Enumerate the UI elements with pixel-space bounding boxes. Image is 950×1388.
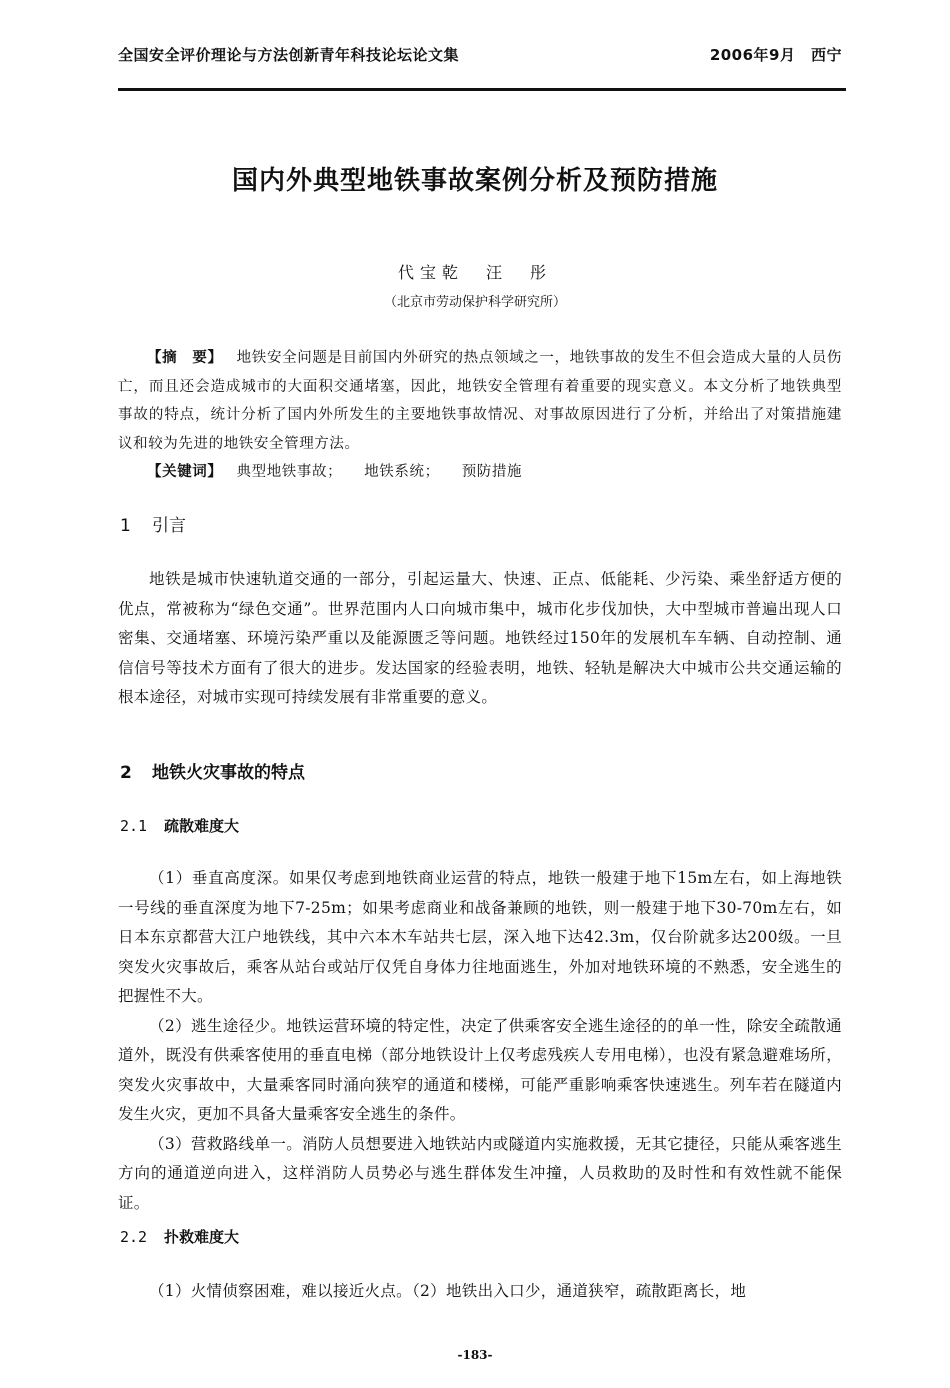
abstract (118, 344, 842, 458)
section-1-body (118, 565, 842, 713)
paragraph: （3）营救路线单一。消防人员想要进入地铁站内或隧道内实施救援，无其它捷径，只能从乘客逃生方向的通道逆向进入，这样消防人员势必与逃生群体发生冲撞，人员救助的及时性和有效性就不能保证。 (118, 1134, 842, 1212)
keywords (118, 458, 842, 487)
page-number: -183- (457, 1348, 493, 1362)
paragraph: （1）火情侦察困难，难以接近火点。（2）地铁出入口少，通道狭窄，疏散距离长，地 (149, 1282, 747, 1300)
section-heading-1 (120, 511, 186, 536)
paragraph: 地铁是城市快速轨道交通的一部分，引起运量大、快速、正点、低能耗、少污染、乘坐舒适方便的优点，常被称为“绿色交通”。世界范围内人口向城市集中，城市化步伐加快，大中型城市普遍出现人口密集、交通堵塞、环境污染严重以及能源匮乏等问题。地铁经过150年的发展机车车辆、自动控制、通信信号等技术方面有了很大的进步。发达国家的经验表明，地铁、轻轨是解决大中城市公共交通运输的根本途径，对城市实现可持续发展有非常重要的意义。 (118, 570, 842, 706)
keyword: 地铁系统； (364, 464, 440, 480)
subsection-number: 2.1 (120, 817, 148, 835)
proceedings-title: 全国安全评价理论与方法创新青年科技论坛论文集 (118, 46, 460, 64)
paragraph: （2）逃生途径少。地铁运营环境的特定性，决定了供乘客安全逃生途径的的单一性，除安全疏散通道外，既没有供乘客使用的垂直电梯（部分地铁设计上仅考虑残疾人专用电梯），也没有紧急避难场所，突发火灾事故中，大量乘客同时涌向狭窄的通道和楼梯，可能严重影响乘客快速逃生。列车若在隧道内发生火灾，更加不具备大量乘客安全逃生的条件。 (118, 1016, 842, 1123)
date-place: 2006年9月 西宁 (709, 46, 842, 64)
paper-title: 国内外典型地铁事故案例分析及预防措施 (231, 166, 718, 196)
abstract-text: 地铁安全问题是目前国内外研究的热点领域之一，地铁事故的发生不但会造成大量的人员伤亡，而且还会造成城市的大面积交通堵塞，因此，地铁安全管理有着重要的现实意义。本文分析了地铁典型事故的特点，统计分析了国内外所发生的主要地铁事故情况、对事故原因进行了分析，并给出了对策措施建议和较为先进的地铁安全管理方法。 (118, 350, 842, 452)
running-header (118, 44, 842, 65)
subsection-heading-2-2 (120, 1226, 239, 1247)
section-2-1-body (118, 864, 842, 1218)
abstract-block (118, 344, 842, 487)
affiliation: （北京市劳动保护科学研究所） (383, 295, 566, 310)
section-2-2-body (118, 1277, 842, 1307)
section-number: 1 (120, 516, 131, 536)
header-rule (118, 88, 846, 91)
section-number: 2 (120, 763, 132, 783)
section-title: 地铁火灾事故的特点 (152, 763, 305, 783)
authors: 代宝乾 汪 彤 (397, 263, 552, 282)
subsection-title: 疏散难度大 (164, 817, 240, 835)
keywords-label: 【关键词】 (147, 464, 223, 480)
section-heading-2 (120, 758, 305, 783)
paragraph: （1）垂直高度深。如果仅考虑到地铁商业运营的特点，地铁一般建于地下15m左右，如上海地铁一号线的垂直深度为地下7-25m；如果考虑商业和战备兼顾的地铁，则一般建于地下30-70m左右，如日本东京都营大江户地铁线，其中六本木车站共七层，深入地下达42.3m，仅台阶就多达200级。一旦突发火灾事故后，乘客从站台或站厅仅凭自身体力往地面逃生，外加对地铁环境的不熟悉，安全逃生的把握性不大。 (118, 869, 842, 1005)
keyword: 预防措施 (461, 464, 523, 480)
subsection-number: 2.2 (120, 1228, 148, 1246)
section-title: 引言 (152, 516, 186, 536)
keyword: 典型地铁事故； (236, 464, 343, 480)
subsection-heading-2-1 (120, 815, 239, 836)
abstract-label: 【摘 要】 (147, 350, 223, 366)
subsection-title: 扑救难度大 (164, 1228, 240, 1246)
